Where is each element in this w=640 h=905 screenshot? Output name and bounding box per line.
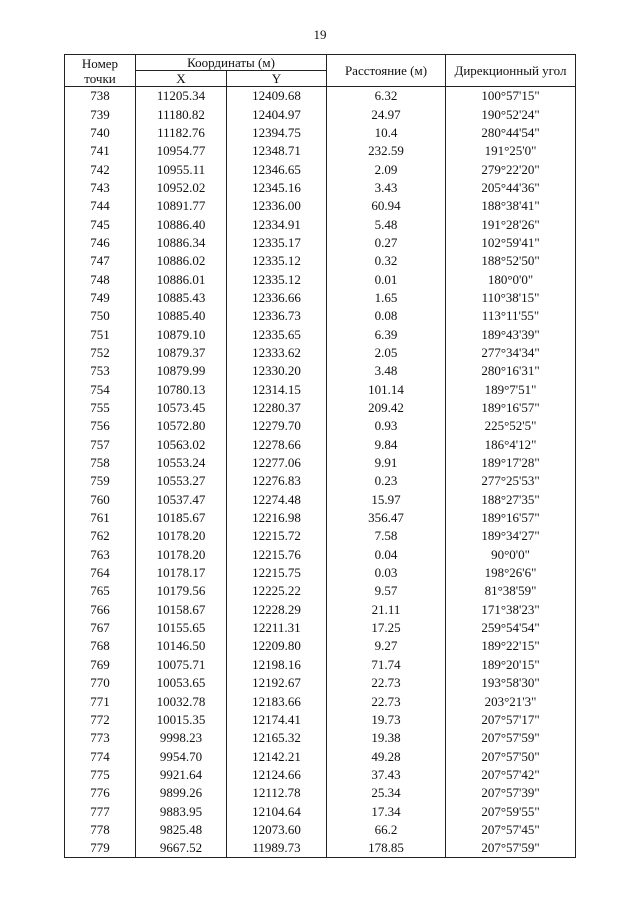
header-coordinates: Координаты (м) bbox=[136, 55, 327, 71]
point-number-cell: 756 bbox=[65, 417, 136, 435]
header-point-number: Номер точки bbox=[65, 55, 136, 87]
y-coordinate-cell: 12192.67 bbox=[227, 674, 327, 692]
x-coordinate-cell: 10886.01 bbox=[136, 270, 227, 288]
point-number-cell: 770 bbox=[65, 674, 136, 692]
point-number-cell: 766 bbox=[65, 601, 136, 619]
x-coordinate-cell: 10886.34 bbox=[136, 234, 227, 252]
table-row bbox=[65, 289, 576, 307]
x-coordinate-cell: 10178.20 bbox=[136, 527, 227, 545]
point-number-cell: 764 bbox=[65, 564, 136, 582]
point-number-cell: 746 bbox=[65, 234, 136, 252]
point-number-cell: 765 bbox=[65, 582, 136, 600]
y-coordinate-cell: 12278.66 bbox=[227, 436, 327, 454]
table-row bbox=[65, 802, 576, 820]
y-coordinate-cell: 12142.21 bbox=[227, 747, 327, 765]
y-coordinate-cell: 12346.65 bbox=[227, 160, 327, 178]
direction-angle-cell: 193°58'30" bbox=[446, 674, 576, 692]
y-coordinate-cell: 12330.20 bbox=[227, 362, 327, 380]
x-coordinate-cell: 10553.27 bbox=[136, 472, 227, 490]
point-number-cell: 761 bbox=[65, 509, 136, 527]
point-number-cell: 774 bbox=[65, 747, 136, 765]
distance-cell: 178.85 bbox=[327, 839, 446, 858]
table-row bbox=[65, 766, 576, 784]
x-coordinate-cell: 10879.99 bbox=[136, 362, 227, 380]
point-number-cell: 773 bbox=[65, 729, 136, 747]
point-number-cell: 753 bbox=[65, 362, 136, 380]
direction-angle-cell: 186°4'12" bbox=[446, 436, 576, 454]
point-number-cell: 741 bbox=[65, 142, 136, 160]
table-row bbox=[65, 105, 576, 123]
point-number-cell: 758 bbox=[65, 454, 136, 472]
table-row bbox=[65, 656, 576, 674]
table-row bbox=[65, 179, 576, 197]
distance-cell: 22.73 bbox=[327, 674, 446, 692]
distance-cell: 0.08 bbox=[327, 307, 446, 325]
distance-cell: 3.43 bbox=[327, 179, 446, 197]
table-row bbox=[65, 839, 576, 858]
point-number-cell: 739 bbox=[65, 105, 136, 123]
y-coordinate-cell: 12336.73 bbox=[227, 307, 327, 325]
y-coordinate-cell: 12165.32 bbox=[227, 729, 327, 747]
distance-cell: 10.4 bbox=[327, 124, 446, 142]
x-coordinate-cell: 10885.43 bbox=[136, 289, 227, 307]
table-body bbox=[65, 87, 576, 858]
distance-cell: 6.32 bbox=[327, 87, 446, 106]
x-coordinate-cell: 11205.34 bbox=[136, 87, 227, 106]
table-row bbox=[65, 747, 576, 765]
direction-angle-cell: 280°16'31" bbox=[446, 362, 576, 380]
table-row bbox=[65, 197, 576, 215]
table-row bbox=[65, 491, 576, 509]
point-number-cell: 750 bbox=[65, 307, 136, 325]
point-number-cell: 777 bbox=[65, 802, 136, 820]
distance-cell: 15.97 bbox=[327, 491, 446, 509]
table-row bbox=[65, 160, 576, 178]
y-coordinate-cell: 12216.98 bbox=[227, 509, 327, 527]
x-coordinate-cell: 10885.40 bbox=[136, 307, 227, 325]
distance-cell: 9.84 bbox=[327, 436, 446, 454]
direction-angle-cell: 277°25'53" bbox=[446, 472, 576, 490]
distance-cell: 5.48 bbox=[327, 215, 446, 233]
table-row bbox=[65, 729, 576, 747]
header-direction-angle: Дирекционный угол bbox=[446, 55, 576, 87]
direction-angle-cell: 207°57'45" bbox=[446, 821, 576, 839]
direction-angle-cell: 188°52'50" bbox=[446, 252, 576, 270]
direction-angle-cell: 189°16'57" bbox=[446, 399, 576, 417]
y-coordinate-cell: 12215.76 bbox=[227, 546, 327, 564]
table-row bbox=[65, 821, 576, 839]
x-coordinate-cell: 10563.02 bbox=[136, 436, 227, 454]
x-coordinate-cell: 10178.17 bbox=[136, 564, 227, 582]
distance-cell: 25.34 bbox=[327, 784, 446, 802]
point-number-cell: 772 bbox=[65, 711, 136, 729]
direction-angle-cell: 279°22'20" bbox=[446, 160, 576, 178]
x-coordinate-cell: 10573.45 bbox=[136, 399, 227, 417]
y-coordinate-cell: 12335.17 bbox=[227, 234, 327, 252]
table-header bbox=[65, 55, 576, 87]
direction-angle-cell: 188°27'35" bbox=[446, 491, 576, 509]
y-coordinate-cell: 12336.00 bbox=[227, 197, 327, 215]
y-coordinate-cell: 12333.62 bbox=[227, 344, 327, 362]
table-row bbox=[65, 564, 576, 582]
table-row bbox=[65, 601, 576, 619]
point-number-cell: 747 bbox=[65, 252, 136, 270]
direction-angle-cell: 207°57'59" bbox=[446, 839, 576, 858]
y-coordinate-cell: 12279.70 bbox=[227, 417, 327, 435]
point-number-cell: 776 bbox=[65, 784, 136, 802]
page-number: 19 bbox=[313, 27, 327, 42]
x-coordinate-cell: 10886.40 bbox=[136, 215, 227, 233]
direction-angle-cell: 207°59'55" bbox=[446, 802, 576, 820]
point-number-cell: 755 bbox=[65, 399, 136, 417]
table-row bbox=[65, 234, 576, 252]
direction-angle-cell: 188°38'41" bbox=[446, 197, 576, 215]
x-coordinate-cell: 10053.65 bbox=[136, 674, 227, 692]
x-coordinate-cell: 9883.95 bbox=[136, 802, 227, 820]
distance-cell: 21.11 bbox=[327, 601, 446, 619]
y-coordinate-cell: 12276.83 bbox=[227, 472, 327, 490]
distance-cell: 19.73 bbox=[327, 711, 446, 729]
x-coordinate-cell: 10886.02 bbox=[136, 252, 227, 270]
x-coordinate-cell: 10572.80 bbox=[136, 417, 227, 435]
table-row bbox=[65, 142, 576, 160]
y-coordinate-cell: 12314.15 bbox=[227, 381, 327, 399]
table-row bbox=[65, 637, 576, 655]
distance-cell: 0.32 bbox=[327, 252, 446, 270]
distance-cell: 0.23 bbox=[327, 472, 446, 490]
distance-cell: 0.04 bbox=[327, 546, 446, 564]
y-coordinate-cell: 12174.41 bbox=[227, 711, 327, 729]
x-coordinate-cell: 10015.35 bbox=[136, 711, 227, 729]
distance-cell: 1.65 bbox=[327, 289, 446, 307]
direction-angle-cell: 189°20'15" bbox=[446, 656, 576, 674]
direction-angle-cell: 90°0'0" bbox=[446, 546, 576, 564]
table-row bbox=[65, 399, 576, 417]
x-coordinate-cell: 9954.70 bbox=[136, 747, 227, 765]
point-number-cell: 769 bbox=[65, 656, 136, 674]
table-row bbox=[65, 454, 576, 472]
point-number-cell: 763 bbox=[65, 546, 136, 564]
point-number-cell: 740 bbox=[65, 124, 136, 142]
distance-cell: 60.94 bbox=[327, 197, 446, 215]
x-coordinate-cell: 10178.20 bbox=[136, 546, 227, 564]
y-coordinate-cell: 12228.29 bbox=[227, 601, 327, 619]
point-number-cell: 778 bbox=[65, 821, 136, 839]
y-coordinate-cell: 12335.65 bbox=[227, 325, 327, 343]
table-row bbox=[65, 87, 576, 106]
distance-cell: 2.09 bbox=[327, 160, 446, 178]
point-number-cell: 771 bbox=[65, 692, 136, 710]
y-coordinate-cell: 12348.71 bbox=[227, 142, 327, 160]
table-row bbox=[65, 711, 576, 729]
direction-angle-cell: 225°52'5" bbox=[446, 417, 576, 435]
direction-angle-cell: 191°28'26" bbox=[446, 215, 576, 233]
y-coordinate-cell: 12215.72 bbox=[227, 527, 327, 545]
direction-angle-cell: 198°26'6" bbox=[446, 564, 576, 582]
table-row bbox=[65, 674, 576, 692]
y-coordinate-cell: 12335.12 bbox=[227, 270, 327, 288]
y-coordinate-cell: 11989.73 bbox=[227, 839, 327, 858]
table-row bbox=[65, 270, 576, 288]
y-coordinate-cell: 12112.78 bbox=[227, 784, 327, 802]
direction-angle-cell: 280°44'54" bbox=[446, 124, 576, 142]
x-coordinate-cell: 10155.65 bbox=[136, 619, 227, 637]
distance-cell: 9.27 bbox=[327, 637, 446, 655]
distance-cell: 71.74 bbox=[327, 656, 446, 674]
point-number-cell: 768 bbox=[65, 637, 136, 655]
x-coordinate-cell: 10179.56 bbox=[136, 582, 227, 600]
point-number-cell: 738 bbox=[65, 87, 136, 106]
direction-angle-cell: 189°7'51" bbox=[446, 381, 576, 399]
point-number-cell: 762 bbox=[65, 527, 136, 545]
point-number-cell: 742 bbox=[65, 160, 136, 178]
direction-angle-cell: 259°54'54" bbox=[446, 619, 576, 637]
y-coordinate-cell: 12198.16 bbox=[227, 656, 327, 674]
x-coordinate-cell: 10954.77 bbox=[136, 142, 227, 160]
point-number-cell: 748 bbox=[65, 270, 136, 288]
distance-cell: 24.97 bbox=[327, 105, 446, 123]
distance-cell: 22.73 bbox=[327, 692, 446, 710]
direction-angle-cell: 189°17'28" bbox=[446, 454, 576, 472]
table-row bbox=[65, 784, 576, 802]
point-number-cell: 779 bbox=[65, 839, 136, 858]
direction-angle-cell: 189°34'27" bbox=[446, 527, 576, 545]
x-coordinate-cell: 10879.10 bbox=[136, 325, 227, 343]
y-coordinate-cell: 12104.64 bbox=[227, 802, 327, 820]
point-number-cell: 767 bbox=[65, 619, 136, 637]
table-row bbox=[65, 436, 576, 454]
distance-cell: 9.57 bbox=[327, 582, 446, 600]
point-number-cell: 743 bbox=[65, 179, 136, 197]
y-coordinate-cell: 12336.66 bbox=[227, 289, 327, 307]
distance-cell: 66.2 bbox=[327, 821, 446, 839]
x-coordinate-cell: 9998.23 bbox=[136, 729, 227, 747]
distance-cell: 356.47 bbox=[327, 509, 446, 527]
direction-angle-cell: 207°57'42" bbox=[446, 766, 576, 784]
x-coordinate-cell: 9667.52 bbox=[136, 839, 227, 858]
x-coordinate-cell: 10952.02 bbox=[136, 179, 227, 197]
x-coordinate-cell: 9899.26 bbox=[136, 784, 227, 802]
y-coordinate-cell: 12409.68 bbox=[227, 87, 327, 106]
table-row bbox=[65, 546, 576, 564]
direction-angle-cell: 207°57'39" bbox=[446, 784, 576, 802]
distance-cell: 49.28 bbox=[327, 747, 446, 765]
table-row bbox=[65, 252, 576, 270]
x-coordinate-cell: 10032.78 bbox=[136, 692, 227, 710]
y-coordinate-cell: 12073.60 bbox=[227, 821, 327, 839]
point-number-cell: 759 bbox=[65, 472, 136, 490]
y-coordinate-cell: 12183.66 bbox=[227, 692, 327, 710]
y-coordinate-cell: 12280.37 bbox=[227, 399, 327, 417]
table-row bbox=[65, 582, 576, 600]
y-coordinate-cell: 12334.91 bbox=[227, 215, 327, 233]
direction-angle-cell: 110°38'15" bbox=[446, 289, 576, 307]
x-coordinate-cell: 9921.64 bbox=[136, 766, 227, 784]
point-number-cell: 775 bbox=[65, 766, 136, 784]
distance-cell: 37.43 bbox=[327, 766, 446, 784]
point-number-cell: 760 bbox=[65, 491, 136, 509]
y-coordinate-cell: 12215.75 bbox=[227, 564, 327, 582]
distance-cell: 0.03 bbox=[327, 564, 446, 582]
table-row bbox=[65, 215, 576, 233]
direction-angle-cell: 190°52'24" bbox=[446, 105, 576, 123]
y-coordinate-cell: 12345.16 bbox=[227, 179, 327, 197]
table-row bbox=[65, 124, 576, 142]
table-row bbox=[65, 619, 576, 637]
table-row bbox=[65, 325, 576, 343]
y-coordinate-cell: 12404.97 bbox=[227, 105, 327, 123]
direction-angle-cell: 100°57'15" bbox=[446, 87, 576, 106]
y-coordinate-cell: 12335.12 bbox=[227, 252, 327, 270]
direction-angle-cell: 180°0'0" bbox=[446, 270, 576, 288]
direction-angle-cell: 189°22'15" bbox=[446, 637, 576, 655]
x-coordinate-cell: 9825.48 bbox=[136, 821, 227, 839]
distance-cell: 9.91 bbox=[327, 454, 446, 472]
direction-angle-cell: 203°21'3" bbox=[446, 692, 576, 710]
x-coordinate-cell: 10879.37 bbox=[136, 344, 227, 362]
distance-cell: 3.48 bbox=[327, 362, 446, 380]
table-row bbox=[65, 472, 576, 490]
y-coordinate-cell: 12394.75 bbox=[227, 124, 327, 142]
point-number-cell: 744 bbox=[65, 197, 136, 215]
point-number-cell: 749 bbox=[65, 289, 136, 307]
table-row bbox=[65, 417, 576, 435]
table-row bbox=[65, 692, 576, 710]
direction-angle-cell: 207°57'17" bbox=[446, 711, 576, 729]
distance-cell: 209.42 bbox=[327, 399, 446, 417]
point-number-cell: 754 bbox=[65, 381, 136, 399]
distance-cell: 6.39 bbox=[327, 325, 446, 343]
distance-cell: 0.27 bbox=[327, 234, 446, 252]
table-row bbox=[65, 307, 576, 325]
distance-cell: 0.01 bbox=[327, 270, 446, 288]
direction-angle-cell: 207°57'59" bbox=[446, 729, 576, 747]
direction-angle-cell: 171°38'23" bbox=[446, 601, 576, 619]
header-y: Y bbox=[227, 71, 327, 87]
direction-angle-cell: 189°43'39" bbox=[446, 325, 576, 343]
x-coordinate-cell: 10075.71 bbox=[136, 656, 227, 674]
distance-cell: 232.59 bbox=[327, 142, 446, 160]
y-coordinate-cell: 12277.06 bbox=[227, 454, 327, 472]
table-row bbox=[65, 362, 576, 380]
distance-cell: 19.38 bbox=[327, 729, 446, 747]
distance-cell: 7.58 bbox=[327, 527, 446, 545]
header-distance: Расстояние (м) bbox=[327, 55, 446, 87]
point-number-cell: 751 bbox=[65, 325, 136, 343]
y-coordinate-cell: 12225.22 bbox=[227, 582, 327, 600]
coordinates-table bbox=[64, 54, 576, 858]
direction-angle-cell: 277°34'34" bbox=[446, 344, 576, 362]
x-coordinate-cell: 11182.76 bbox=[136, 124, 227, 142]
distance-cell: 17.34 bbox=[327, 802, 446, 820]
distance-cell: 17.25 bbox=[327, 619, 446, 637]
y-coordinate-cell: 12274.48 bbox=[227, 491, 327, 509]
direction-angle-cell: 189°16'57" bbox=[446, 509, 576, 527]
x-coordinate-cell: 10537.47 bbox=[136, 491, 227, 509]
x-coordinate-cell: 10158.67 bbox=[136, 601, 227, 619]
table-row bbox=[65, 381, 576, 399]
distance-cell: 101.14 bbox=[327, 381, 446, 399]
point-number-cell: 745 bbox=[65, 215, 136, 233]
y-coordinate-cell: 12209.80 bbox=[227, 637, 327, 655]
direction-angle-cell: 205°44'36" bbox=[446, 179, 576, 197]
table-row bbox=[65, 344, 576, 362]
header-x: X bbox=[136, 71, 227, 87]
table-row bbox=[65, 527, 576, 545]
y-coordinate-cell: 12124.66 bbox=[227, 766, 327, 784]
distance-cell: 0.93 bbox=[327, 417, 446, 435]
point-number-cell: 752 bbox=[65, 344, 136, 362]
direction-angle-cell: 191°25'0" bbox=[446, 142, 576, 160]
x-coordinate-cell: 10553.24 bbox=[136, 454, 227, 472]
x-coordinate-cell: 10146.50 bbox=[136, 637, 227, 655]
direction-angle-cell: 81°38'59" bbox=[446, 582, 576, 600]
x-coordinate-cell: 10955.11 bbox=[136, 160, 227, 178]
distance-cell: 2.05 bbox=[327, 344, 446, 362]
x-coordinate-cell: 10891.77 bbox=[136, 197, 227, 215]
x-coordinate-cell: 11180.82 bbox=[136, 105, 227, 123]
direction-angle-cell: 113°11'55" bbox=[446, 307, 576, 325]
table-row bbox=[65, 509, 576, 527]
direction-angle-cell: 207°57'50" bbox=[446, 747, 576, 765]
point-number-cell: 757 bbox=[65, 436, 136, 454]
x-coordinate-cell: 10780.13 bbox=[136, 381, 227, 399]
direction-angle-cell: 102°59'41" bbox=[446, 234, 576, 252]
x-coordinate-cell: 10185.67 bbox=[136, 509, 227, 527]
y-coordinate-cell: 12211.31 bbox=[227, 619, 327, 637]
